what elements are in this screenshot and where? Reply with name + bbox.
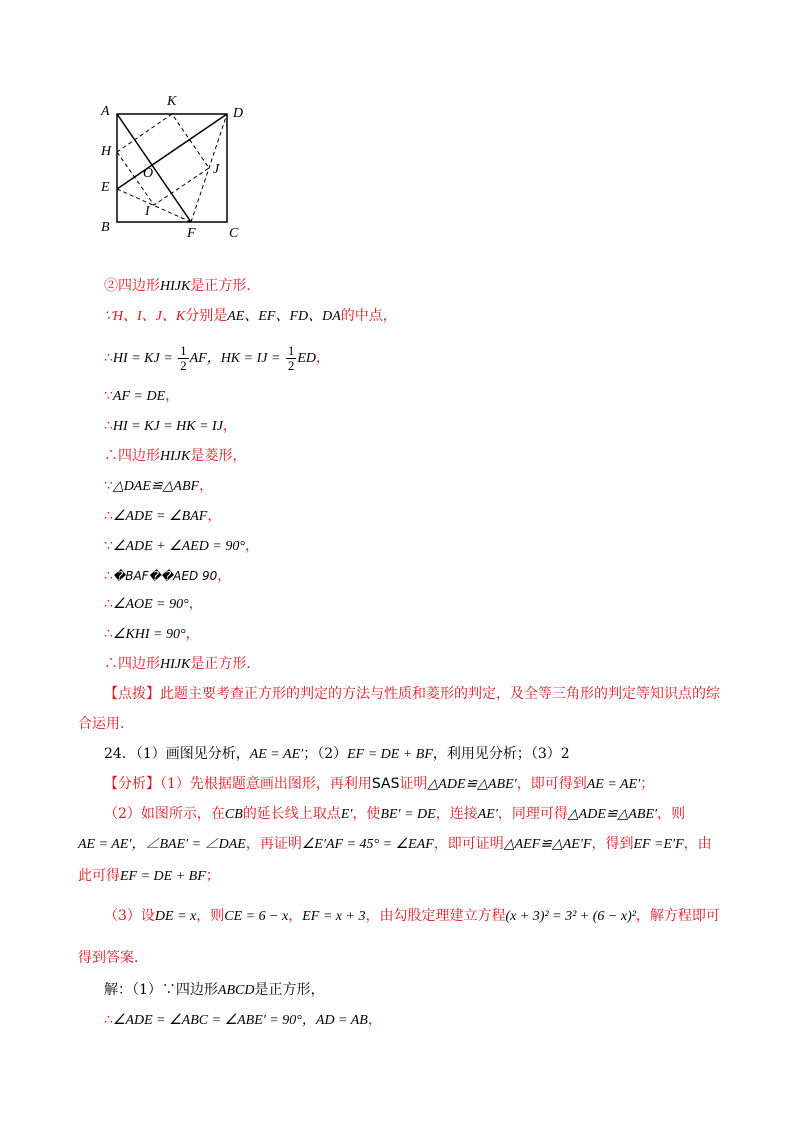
text: 是菱形， — [190, 448, 247, 464]
label-f: F — [187, 226, 196, 241]
text: ∴ — [104, 568, 113, 584]
square-diagram — [95, 92, 255, 242]
segment-ed — [117, 114, 227, 189]
math: HI = KJ = HK = IJ — [112, 419, 223, 434]
math: △DAE≌△ABF — [112, 479, 200, 494]
math: AE = AE′，∠BAE′ = ∠DAE — [78, 837, 246, 852]
math: △ADE≌△ABE′ — [427, 777, 517, 792]
text: 24．（1）画图见分析， — [104, 746, 250, 762]
math: ED — [297, 351, 317, 366]
analysis-line-2 — [104, 804, 685, 825]
analysis-line-3 — [78, 834, 712, 855]
fraction-half — [286, 344, 297, 373]
text-line-11 — [104, 594, 203, 615]
text: ，连接 — [435, 806, 478, 822]
math: ∠E′AF = 45° = ∠EAF — [301, 837, 434, 852]
math: EF = DE + BF — [120, 869, 206, 884]
label-o: O — [143, 166, 154, 181]
text-line-1 — [104, 276, 260, 297]
text: ∴四边形 — [104, 448, 160, 464]
math: ∠ADE = ∠ABC = ∠ABE′ = 90°，AD = AB — [112, 1013, 368, 1028]
text: ；（2） — [303, 746, 348, 762]
text: 证明 — [399, 776, 428, 792]
text: ，即可证明 — [433, 836, 504, 852]
text: ，使 — [352, 806, 381, 822]
text-line-9 — [104, 536, 259, 557]
text: ， — [288, 908, 303, 924]
text: ， — [316, 350, 331, 366]
label-b: B — [101, 220, 110, 235]
analysis-line-6: 得到答案． — [78, 950, 148, 966]
remark-line-1: 【点拨】此题主要考查正方形的判定的方法与性质和菱形的判定，及全等三角形的判定等知识点的综 — [104, 686, 720, 702]
text: （2）如图所示，在 — [104, 806, 225, 822]
text: ∴ — [104, 350, 113, 366]
text: ∴ — [104, 596, 113, 612]
text: ，即可得到 — [516, 776, 587, 792]
text: ，由勾股定理建立方程 — [365, 908, 506, 924]
math: DE = x — [154, 909, 197, 924]
text: ∵H、I、J、K — [104, 309, 186, 324]
text: ， — [244, 538, 259, 554]
text: 是正方形． — [190, 278, 261, 294]
math: �BAF��AED 90 — [112, 569, 218, 583]
text-line-8 — [104, 506, 221, 527]
text: 【分析】（1）先根据题意画出图形，再利用 — [104, 776, 372, 792]
solution-line-2 — [104, 1010, 382, 1031]
text: 的延长线上取点 — [242, 806, 341, 822]
math: ∠ADE + ∠AED = 90° — [112, 539, 245, 554]
text: ， — [188, 596, 203, 612]
text: ， — [165, 388, 180, 404]
text: ②四边形 — [104, 278, 160, 294]
math: EF =E′F — [633, 837, 684, 852]
math: ABCD — [217, 983, 255, 998]
label-e: E — [101, 180, 110, 195]
math: CB — [224, 807, 243, 822]
text: ，由 — [683, 836, 712, 852]
text: ， — [199, 478, 214, 494]
analysis-line-5 — [104, 906, 720, 927]
fraction-half — [178, 344, 189, 373]
text: ，得到 — [591, 836, 634, 852]
math: AE = AE′ — [586, 777, 641, 792]
text: ； — [205, 868, 220, 884]
square-abcd — [117, 114, 227, 222]
math: HI = KJ = — [112, 351, 173, 366]
math: HIJK — [160, 657, 191, 672]
solution-line-1 — [104, 980, 324, 1001]
text-line-7 — [104, 476, 213, 497]
text: ，利用见分析；（3）2 — [432, 746, 570, 762]
numerator: 1 — [287, 342, 295, 358]
math: △AEF≌△AE′F — [503, 837, 592, 852]
text: 此可得 — [78, 868, 120, 884]
label-d: D — [233, 106, 244, 121]
text: 解：（1）∵四边形 — [104, 982, 218, 998]
text-line-13 — [104, 654, 260, 675]
text: ∵ — [104, 478, 113, 494]
text-line-3 — [104, 343, 330, 374]
math: EF = DE + BF — [347, 747, 433, 762]
text: 是正方形． — [190, 656, 261, 672]
text-line-4 — [104, 386, 179, 407]
math: AF，HK = IJ = — [189, 351, 281, 366]
text: ， — [185, 626, 200, 642]
math: (x + 3)² = 3² + (6 − x)² — [505, 909, 636, 924]
math: AE′ — [477, 807, 498, 822]
analysis-line-4 — [78, 866, 220, 887]
text: ，解方程即可 — [635, 908, 720, 924]
label-j: J — [213, 162, 220, 177]
text: ， — [222, 418, 237, 434]
text: ∵ — [104, 538, 113, 554]
segment-af — [117, 114, 191, 222]
denominator: 2 — [287, 357, 295, 373]
text: ∴四边形 — [104, 656, 160, 672]
math: AE = AE′ — [249, 747, 304, 762]
math: SAS — [371, 776, 400, 792]
text: （3）设 — [104, 908, 155, 924]
text: ， — [367, 1012, 382, 1028]
analysis-line-1 — [104, 774, 654, 795]
geometry-figure — [95, 92, 255, 242]
text: ∴ — [104, 626, 113, 642]
math: △ADE≌△ABE′ — [567, 807, 658, 822]
text: ，再证明 — [245, 836, 302, 852]
math: AE、EF、FD、DA — [227, 309, 341, 324]
remark-line-2: 合运用． — [78, 716, 134, 732]
label-k: K — [167, 94, 177, 109]
text: ∴ — [104, 1012, 113, 1028]
text-line-10 — [104, 566, 231, 586]
text: ，则 — [657, 806, 686, 822]
math: ∠KHI = 90° — [112, 627, 186, 642]
math: ∠ADE = ∠BAF — [112, 509, 208, 524]
segment-fd — [191, 114, 227, 222]
math: CE = 6 − x — [224, 909, 289, 924]
math: E′ — [340, 807, 353, 822]
text: ， — [217, 568, 232, 584]
text: 的中点， — [340, 308, 397, 324]
quadrilateral-hijk — [117, 114, 209, 205]
math: ∠AOE = 90° — [112, 597, 189, 612]
denominator: 2 — [180, 357, 187, 373]
label-h: H — [101, 144, 112, 159]
text: ； — [640, 776, 655, 792]
text: ∴ — [104, 418, 113, 434]
text: 是正方形， — [254, 982, 325, 998]
text: 分别是 — [185, 308, 228, 324]
answer-24-line — [104, 744, 570, 765]
math: AF = DE — [112, 389, 166, 404]
math: BE′ = DE — [380, 807, 436, 822]
numerator: 1 — [180, 342, 187, 358]
label-a: A — [101, 104, 110, 119]
math: HIJK — [160, 449, 191, 464]
text-line-2 — [104, 306, 397, 327]
text: ， — [207, 508, 222, 524]
text-line-6 — [104, 446, 246, 467]
text-line-5 — [104, 416, 237, 437]
math: HIJK — [160, 279, 191, 294]
text: ，同理可得 — [497, 806, 568, 822]
text-line-12 — [104, 624, 200, 645]
math: EF = x + 3 — [302, 909, 366, 924]
text: ∵ — [104, 388, 113, 404]
text: ，则 — [196, 908, 225, 924]
text: ∴ — [104, 508, 113, 524]
label-i: I — [145, 204, 150, 219]
label-c: C — [229, 226, 239, 241]
